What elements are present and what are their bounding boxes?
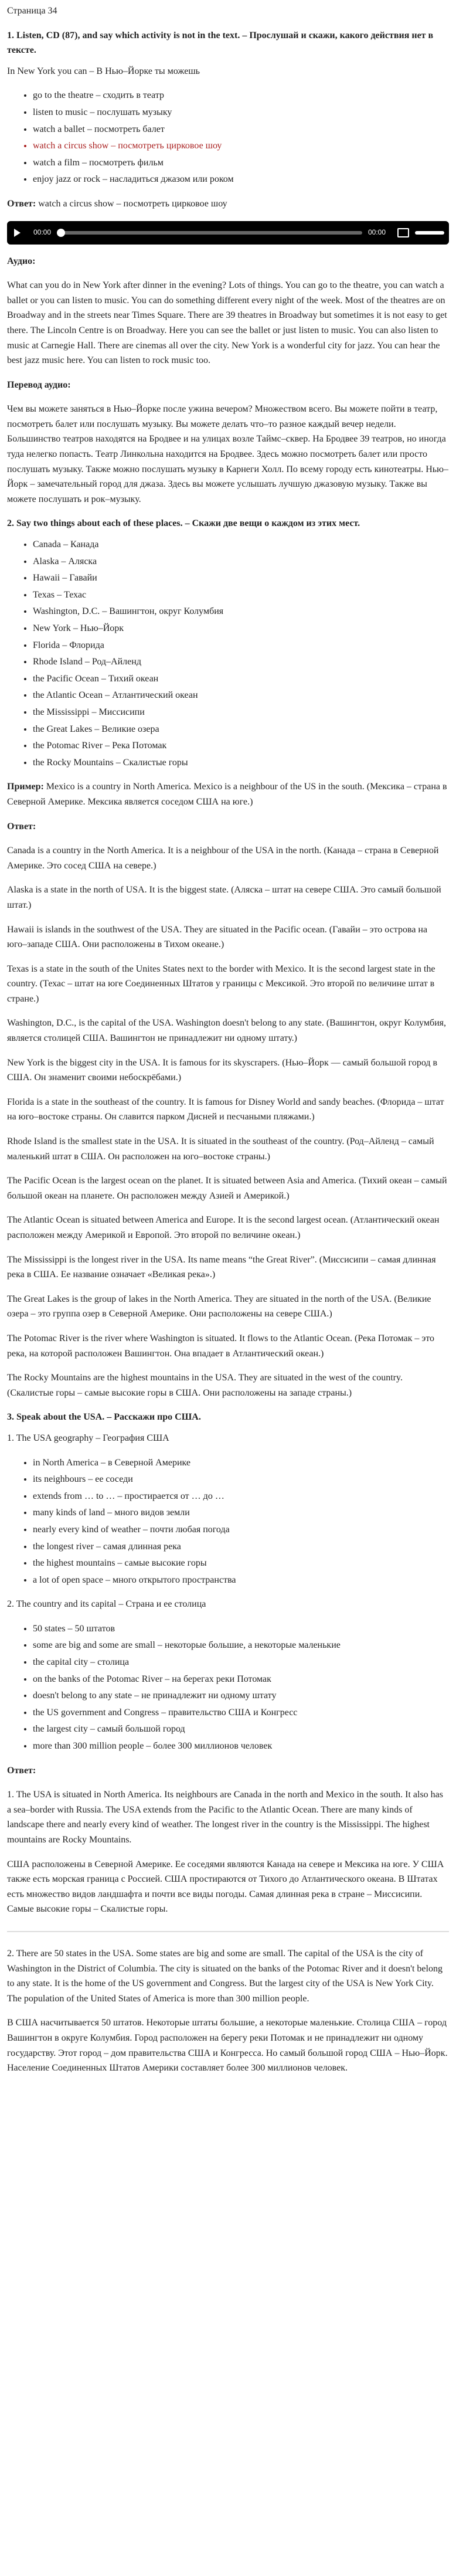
list-item: • some are big and some are small – некоторые большие, а некоторые маленькие: [33, 1638, 449, 1653]
list-item: • Florida – Флорида: [33, 638, 449, 653]
list-item: • Rhode Island – Род–Айленд: [33, 654, 449, 670]
answer-2-english: 2. There are 50 states in the USA. Some states are big and some are small. The capital of the USA is the city of Washington in the District of Columbia. The city is situated on the banks of the Potomac River and it doesn't belong to any state. It is the home of the US government and Congress. But the largest city of the USA is New York City. The population of the United States of America is more than 300 million people.: [7, 1948, 443, 2004]
answer-paragraph: The Atlantic Ocean is situated between America and Europe. It is the second largest ocean. (Атлантический океан расположен между Америкой и Европой. Это второй по величине океан.): [7, 1215, 440, 1240]
answer-label: Ответ:: [7, 198, 36, 209]
seek-thumb[interactable]: [57, 229, 65, 237]
answer-paragraph: The Pacific Ocean is the largest ocean on the planet. It is situated between Asia and America. (Тихий океан – самый большой океан на планете. Он расположен между Азией и Америкой.): [7, 1176, 447, 1201]
answer-1-english: 1. The USA is situated in North America. Its neighbours are Canada in the north and Mexico in the south. It also has a sea–border with Russia. The USA extends from the Pacific to the Atlantic Ocean. There are many kinds of landscape there and nearly every kind of weather. The longest river in the country is the Mississippi. The highest mountains are Rocky Mountains.: [7, 1790, 444, 1845]
list-item: • a lot of open space – много открытого пространства: [33, 1573, 449, 1588]
answer-paragraph: Canada is a country in the North America. It is a neighbour of the USA in the north. (Канада – страна в Северной Америке. Это сосед США на севере.): [7, 846, 439, 871]
list-item: • 50 states – 50 штатов: [33, 1621, 449, 1637]
translation-label: Перевод аудио:: [7, 379, 71, 390]
page-title: Страница 34: [7, 6, 57, 16]
answer-paragraph: Rhode Island is the smallest state in the USA. It is situated in the southeast of the country. (Род–Айленд – самый маленький штат в США. Он расположен на юго–востоке страны.): [7, 1136, 434, 1162]
exercise-2-list: [7, 537, 449, 770]
answer-text: watch a circus show – посмотреть цирковое шоу: [38, 198, 227, 209]
exercise-1-heading: 1. Listen, CD (87), and say which activity is not in the text. – Прослушай и скажи, какого действия нет в тексте.: [7, 30, 434, 56]
list-item: • the Pacific Ocean – Тихий океан: [33, 671, 449, 687]
answer-paragraph: Washington, D.C., is the capital of the USA. Washington doesn't belong to any state. (Вашингтон, округ Колумбия, является столицей США. Вашингтон не принадлежит ни одному штату.): [7, 1018, 447, 1044]
audio-player: [7, 221, 449, 245]
duration: 00:00: [367, 228, 386, 236]
seek-bar[interactable]: [57, 231, 362, 235]
divider: [7, 1931, 449, 1932]
list-item: • Canada – Канада: [33, 537, 449, 552]
exercise-2-example: [7, 779, 449, 809]
list-item: • more than 300 million people – более 300 миллионов человек: [33, 1739, 449, 1754]
answer-paragraph: Alaska is a state in the north of USA. It is the biggest state. (Аляска – штат на севере США. Это самый большой штат.): [7, 885, 441, 910]
current-time: 00:00: [33, 228, 52, 236]
list-item: • watch a ballet – посмотреть балет: [33, 122, 449, 137]
part-1-title: 1. The USA geography – География США: [7, 1433, 169, 1443]
exercise-1-list: [7, 88, 449, 187]
answer-paragraph: Florida is a state in the southeast of the country. It is famous for Disney World and sandy beaches. (Флорида – штат на юго–востоке страны. Он славится парком Дисней и песчаными пляжами.): [7, 1097, 444, 1122]
volume-slider[interactable]: [415, 231, 444, 235]
list-item: • the capital city – столица: [33, 1655, 449, 1670]
volume-icon[interactable]: [397, 228, 409, 237]
exercise-3: [7, 1410, 449, 2075]
exercise-1-answer: [7, 196, 449, 212]
list-item: • Washington, D.C. – Вашингтон, округ Колумбия: [33, 604, 449, 619]
list-item: • the largest city – самый большой город: [33, 1722, 449, 1737]
exercise-3-heading: 3. Speak about the USA. – Расскажи про США.: [7, 1412, 201, 1423]
page: [0, 4, 456, 2099]
exercise-2-heading: 2. Say two things about each of these places. – Скажи две вещи о каждом из этих мест.: [7, 518, 360, 529]
answer-paragraph: New York is the biggest city in the USA. It is famous for its skyscrapers. (Нью–Йорк — самый большой город в США. Он знаменит своими небоскрёбами.): [7, 1057, 438, 1083]
answer-paragraph: The Potomac River is the river where Washington is situated. It flows to the Atlantic Ocean. (Река Потомак – это река, на которой расположен Вашингтон. Она впадает в Атлантический океан.): [7, 1333, 435, 1359]
answer-paragraph: Texas is a state in the south of the Unites States next to the border with Mexico. It is the second largest state in the country. (Техас – штат на юге Соединенных Штатов у границы с Мексикой. Это второй по величине штат в стране.): [7, 963, 435, 1004]
answer-paragraph: Hawaii is islands in the southwest of the USA. They are situated in the Pacific ocean. (Гавайи – это острова на юго–западе США. Они расположены в Тихом океане.): [7, 924, 428, 950]
list-item: • on the banks of the Potomac River – на берегах реки Потомак: [33, 1672, 449, 1687]
audio-label: Аудио:: [7, 256, 36, 266]
list-item: • many kinds of land – много видов земли: [33, 1505, 449, 1521]
list-item: • New York – Нью–Йорк: [33, 621, 449, 636]
list-item: • extends from … to … – простирается от … до …: [33, 1489, 449, 1504]
example-label: Пример:: [7, 782, 44, 792]
list-item: • enjoy jazz or rock – насладиться джазом или роком: [33, 172, 449, 187]
list-item: • nearly every kind of weather – почти любая погода: [33, 1522, 449, 1538]
list-item: • the Potomac River – Река Потомак: [33, 738, 449, 754]
list-item: • the longest river – самая длинная река: [33, 1539, 449, 1555]
audio-transcript: What can you do in New York after dinner in the evening? Lots of things. You can go to the theatre, you can watch a ballet or you can listen to music. You can do something different every night of the week. Most of the theatres are on Broadway and in the streets near Times Square. There are 39 theatres in Broadway but sometimes it is not easy to get there. The Lincoln Centre is on Broadway. Here you can see the ballet or just listen to music. You can also listen to music at Carnegie Hall. There are cinemas all over the city. New York is a wonderful city for jazz. You can hear the best jazz music here. You can listen to rock music too.: [7, 280, 447, 366]
part-1-list: [7, 1455, 449, 1588]
list-item: • watch a circus show – посмотреть цирковое шоу: [33, 138, 449, 154]
exercise-2: [7, 516, 449, 1400]
list-item: • its neighbours – ее соседи: [33, 1472, 449, 1487]
list-item: • the US government and Congress – правительство США и Конгресс: [33, 1705, 449, 1720]
list-item: • doesn't belong to any state – не принадлежит ни одному штату: [33, 1688, 449, 1703]
play-icon[interactable]: [14, 229, 21, 237]
list-item: • the Atlantic Ocean – Атлантический океан: [33, 688, 449, 703]
part-2-title: 2. The country and its capital – Страна и ее столица: [7, 1599, 206, 1610]
answer-label: Ответ:: [7, 821, 36, 831]
list-item: • watch a film – посмотреть фильм: [33, 155, 449, 171]
list-item: • the Mississippi – Миссисипи: [33, 705, 449, 720]
answer-label: Ответ:: [7, 1765, 36, 1776]
answer-paragraph: The Mississippi is the longest river in the USA. Its name means “the Great River”. (Миссисипи – самая длинная река в США. Ее название означает «Великая река».): [7, 1254, 436, 1280]
list-item: • listen to music – послушать музыку: [33, 105, 449, 120]
audio-translation: Чем вы можете заняться в Нью–Йорке после ужина вечером? Множеством всего. Вы можете пойти в театр, посмотреть балет или послушать музыку. Вы можете делать что–то разное каждый вечер недели. Большинство театров находятся на Бродвее и на улицах возле Таймс–сквер. На Бродвее 39 театров, но иногда туда нелегко попасть. Театр Линкольна находится на Бродвее. Здесь можно посмотреть балет или просто послушать музыку. Также можно послушать музыку в Карнеги Холл. По всему городу есть кинотеатры. Нью–Йорк – замечательный город для джаза. Здесь вы можете услышать лучшую джазовую музыку. Также вы можете послушать и рок–музыку.: [7, 404, 448, 504]
list-item: • Alaska – Аляска: [33, 554, 449, 569]
part-2-list: [7, 1621, 449, 1754]
list-item: • the highest mountains – самые высокие горы: [33, 1556, 449, 1571]
list-item: • Texas – Техас: [33, 588, 449, 603]
list-item: • the Great Lakes – Великие озера: [33, 722, 449, 737]
example-text: Mexico is a country in North America. Mexico is a neighbour of the US in the south. (Мексика – страна в Северной Америке. Мексика является соседом США на юге.): [7, 782, 447, 807]
list-item: • go to the theatre – сходить в театр: [33, 88, 449, 103]
list-item: • Hawaii – Гавайи: [33, 571, 449, 586]
list-item: • the Rocky Mountains – Скалистые горы: [33, 755, 449, 771]
answer-paragraph: The Rocky Mountains are the highest mountains in the USA. They are situated in the west of the country. (Скалистые горы – самые высокие горы в США. Они расположены на западе страны.): [7, 1373, 403, 1398]
exercise-1-intro: In New York you can – В Нью–Йорке ты можешь: [7, 66, 200, 76]
exercise-1: [7, 28, 449, 507]
answer-2-russian: В США насчитывается 50 штатов. Некоторые штаты большие, а некоторые маленькие. Столица США – город Вашингтон в округе Колумбия. Город расположен на берегу реки Потомак и не принадлежит ни одному государству. Этот город – дом правительства США и Конгресса. Но самый большой город США – Нью–Йорк. Население Соединенных Штатов Америки составляет более 300 миллионов человек.: [7, 2018, 448, 2073]
answer-1-russian: США расположены в Северной Америке. Ее соседями являются Канада на севере и Мексика на юге. У США также есть морская граница с Россией. США простираются от Тихого до Атлантического океана. В Штатах есть множество видов ландшафта и почти все виды погоды. Самая длинная река в стране – Миссисипи. Самые высокие горы – Скалистые горы.: [7, 1859, 444, 1915]
list-item: • in North America – в Северной Америке: [33, 1455, 449, 1471]
answer-paragraph: The Great Lakes is the group of lakes in the North America. They are situated in the north of the USA. (Великие озера – это группа озер в Северной Америке. Они расположены на севере США.): [7, 1294, 431, 1319]
